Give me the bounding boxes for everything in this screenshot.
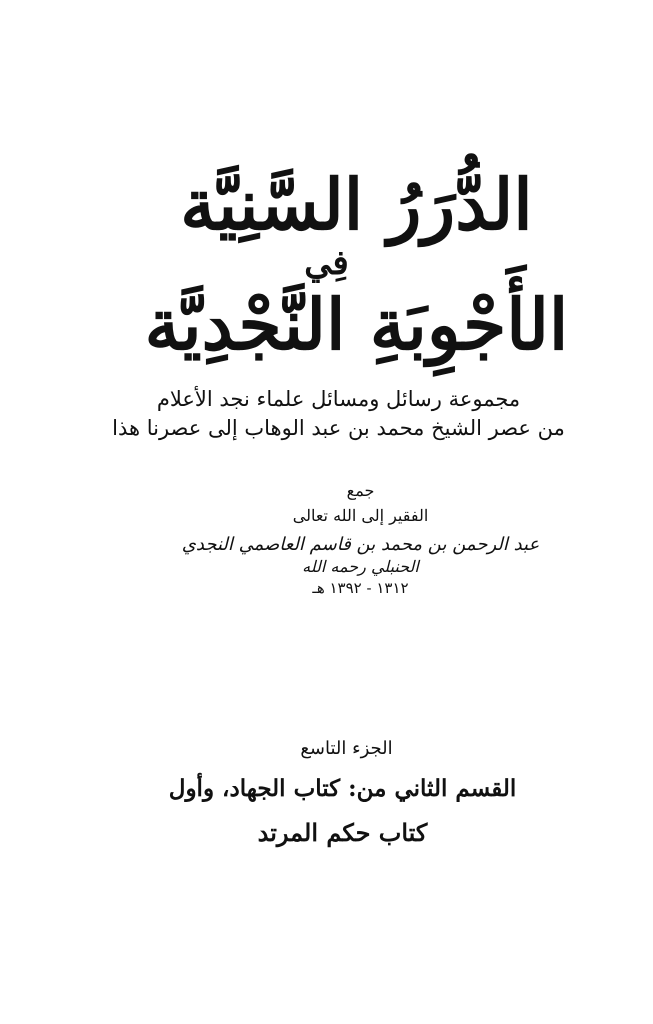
volume-contents-line-2: كتاب حكم المرتد (257, 818, 428, 847)
description-line-2: من عصر الشيخ محمد بن عبد الوهاب إلى عصرنا هذا (112, 416, 565, 440)
book-title-line1: الدُّرَرُ السَّنِيَّة (180, 163, 533, 246)
author-lifespan-years: ١٣١٢ - ١٣٩٢ هـ (312, 579, 409, 597)
compiled-by-label: جمع (346, 481, 375, 500)
compiler-humility-line: الفقير إلى الله تعالى (292, 506, 429, 525)
author-madhhab-line: الحنبلي رحمه الله (302, 557, 419, 576)
book-title-connector: فِي (304, 243, 349, 283)
volume-contents-line-1: القسم الثاني من: كتاب الجهاد، وأول (168, 775, 517, 802)
author-name: عبد الرحمن بن محمد بن قاسم العاصمي النجدي (181, 534, 540, 555)
volume-label: الجزء التاسع (300, 738, 393, 759)
book-title-line2: الأَجْوِبَةِ النَّجْدِيَّة (144, 283, 569, 366)
description-line-1: مجموعة رسائل ومسائل علماء نجد الأعلام (156, 387, 521, 411)
